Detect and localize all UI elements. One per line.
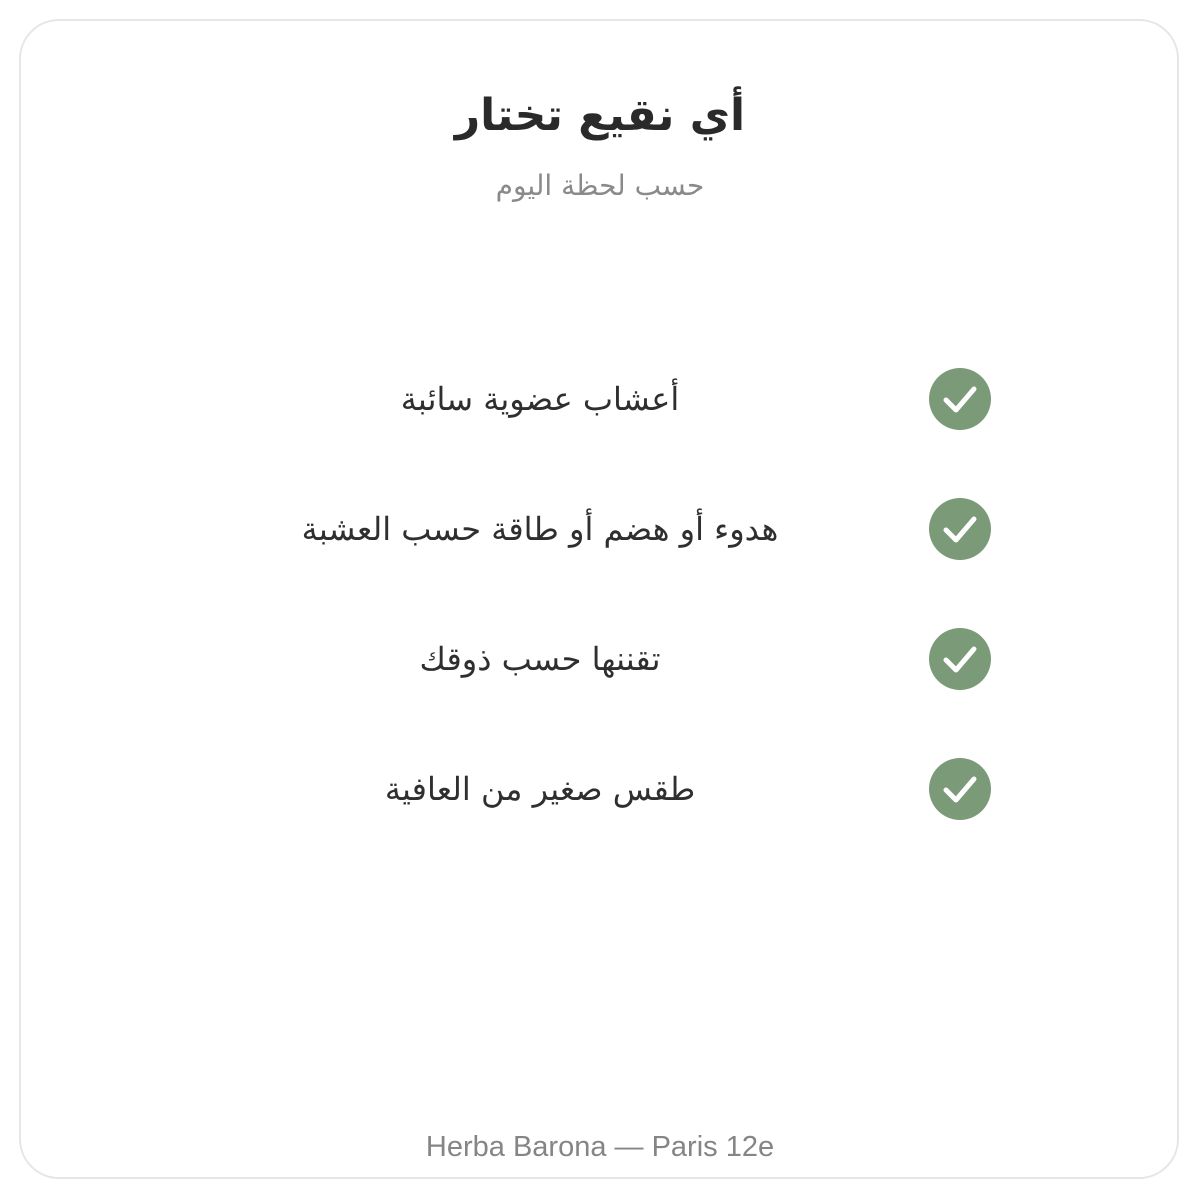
footer-brand: Herba Barona — Paris 12e <box>425 1131 775 1163</box>
feature-text: تقننها حسب ذوقك <box>419 640 661 678</box>
feature-item <box>0 498 1200 560</box>
check-circle-icon <box>929 628 991 690</box>
feature-item <box>0 758 1200 820</box>
feature-text: طقس صغير من العافية <box>384 770 696 808</box>
page-subtitle: حسب لحظة اليوم <box>495 169 705 202</box>
page-title: أي نقيع تختار <box>454 90 746 141</box>
feature-text: هدوء أو هضم أو طاقة حسب العشبة <box>301 510 779 548</box>
check-circle-icon <box>929 758 991 820</box>
check-circle-icon <box>929 368 991 430</box>
feature-item <box>0 368 1200 430</box>
feature-text: أعشاب عضوية سائبة <box>400 380 680 418</box>
check-circle-icon <box>929 498 991 560</box>
feature-item <box>0 628 1200 690</box>
